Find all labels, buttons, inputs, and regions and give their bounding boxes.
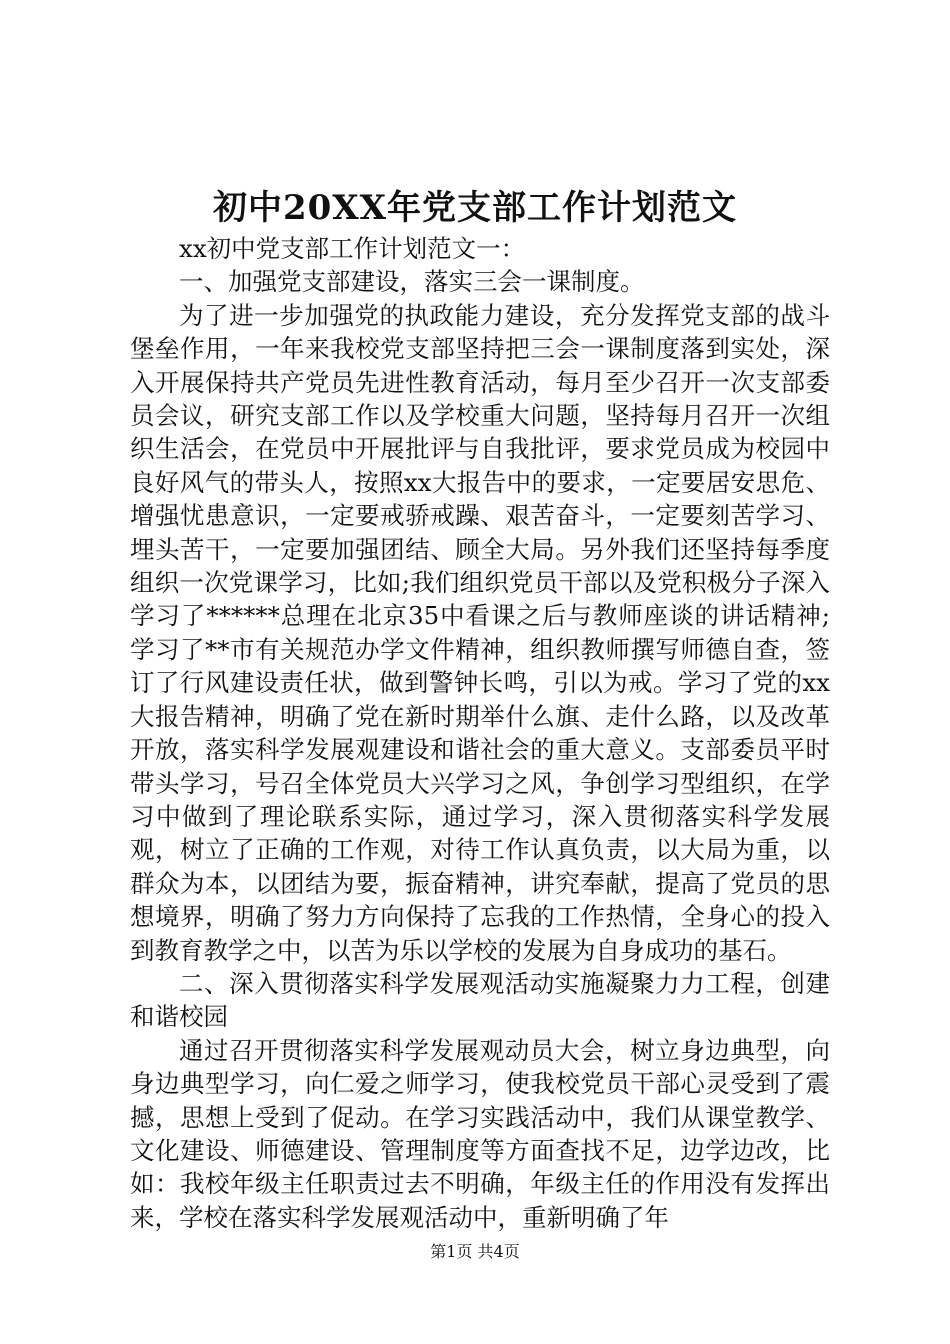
section-heading-2: 二、深入贯彻落实科学发展观活动实施凝聚力力工程，创建和谐校园 [130,968,830,1032]
section-heading-1: 一、加强党支部建设，落实三会一课制度。 [179,267,645,297]
document-title: 初中20XX年党支部工作计划范文 [212,188,738,228]
document-body [130,232,830,1234]
intro-line: xx初中党支部工作计划范文一： [179,234,526,263]
page-number-footer: 第1页 共4页 [430,1242,520,1261]
body-paragraph: 为了进一步加强党的执政能力建设，充分发挥党支部的战斗堡垒作用，一年来我校党支部坚持把三会一课制度落到实处，深入开展保持共产党员先进性教育活动，每月至少召开一次支部委员会议，研究支部工作以及学校重大问题，坚持每月召开一次组织生活会，在党员中开展批评与自我批评，要求党员成为校园中良好风气的带头人，按照xx大报告中的要求，一定要居安思危、增强忧患意识，一定要戒骄戒躁、艰苦奋斗，一定要刻苦学习、埋头苦干，一定要加强团结、顾全大局。另外我们还坚持每季度组织一次党课学习，比如;我们组织党员干部以及党积极分子深入学习了******总理在北京35中看课之后与教师座谈的讲话精神;学习了**市有关规范办学文件精神，组织教师撰写师德自查，签订了行风建设责任状，做到警钟长鸣，引以为戒。学习了党的xx大报告精神，明确了党在新时期举什么旗、走什么路，以及改革开放，落实科学发展观建设和谐社会的重大意义。支部委员平时带头学习，号召全体党员大兴学习之风，争创学习型组织，在学习中做到了理论联系实际，通过学习，深入贯彻落实科学发展观，树立了正确的工作观，对待工作认真负责，以大局为重，以群众为本，以团结为要，振奋精神，讲究奉献，提高了党员的思想境界，明确了努力方向保持了忘我的工作热情，全身心的投入到教育教学之中，以苦为乐以学校的发展为自身成功的基石。 [130,300,830,965]
body-paragraph: 通过召开贯彻落实科学发展观动员大会，树立身边典型，向身边典型学习，向仁爱之师学习，使我校党员干部心灵受到了震撼，思想上受到了促动。在学习实践活动中，我们从课堂教学、文化建设、师德建设、管理制度等方面查找不足，边学边改，比如：我校年级主任职责过去不明确，年级主任的作用没有发挥出来，学校在落实科学发展观活动中，重新明确了年 [130,1035,830,1232]
